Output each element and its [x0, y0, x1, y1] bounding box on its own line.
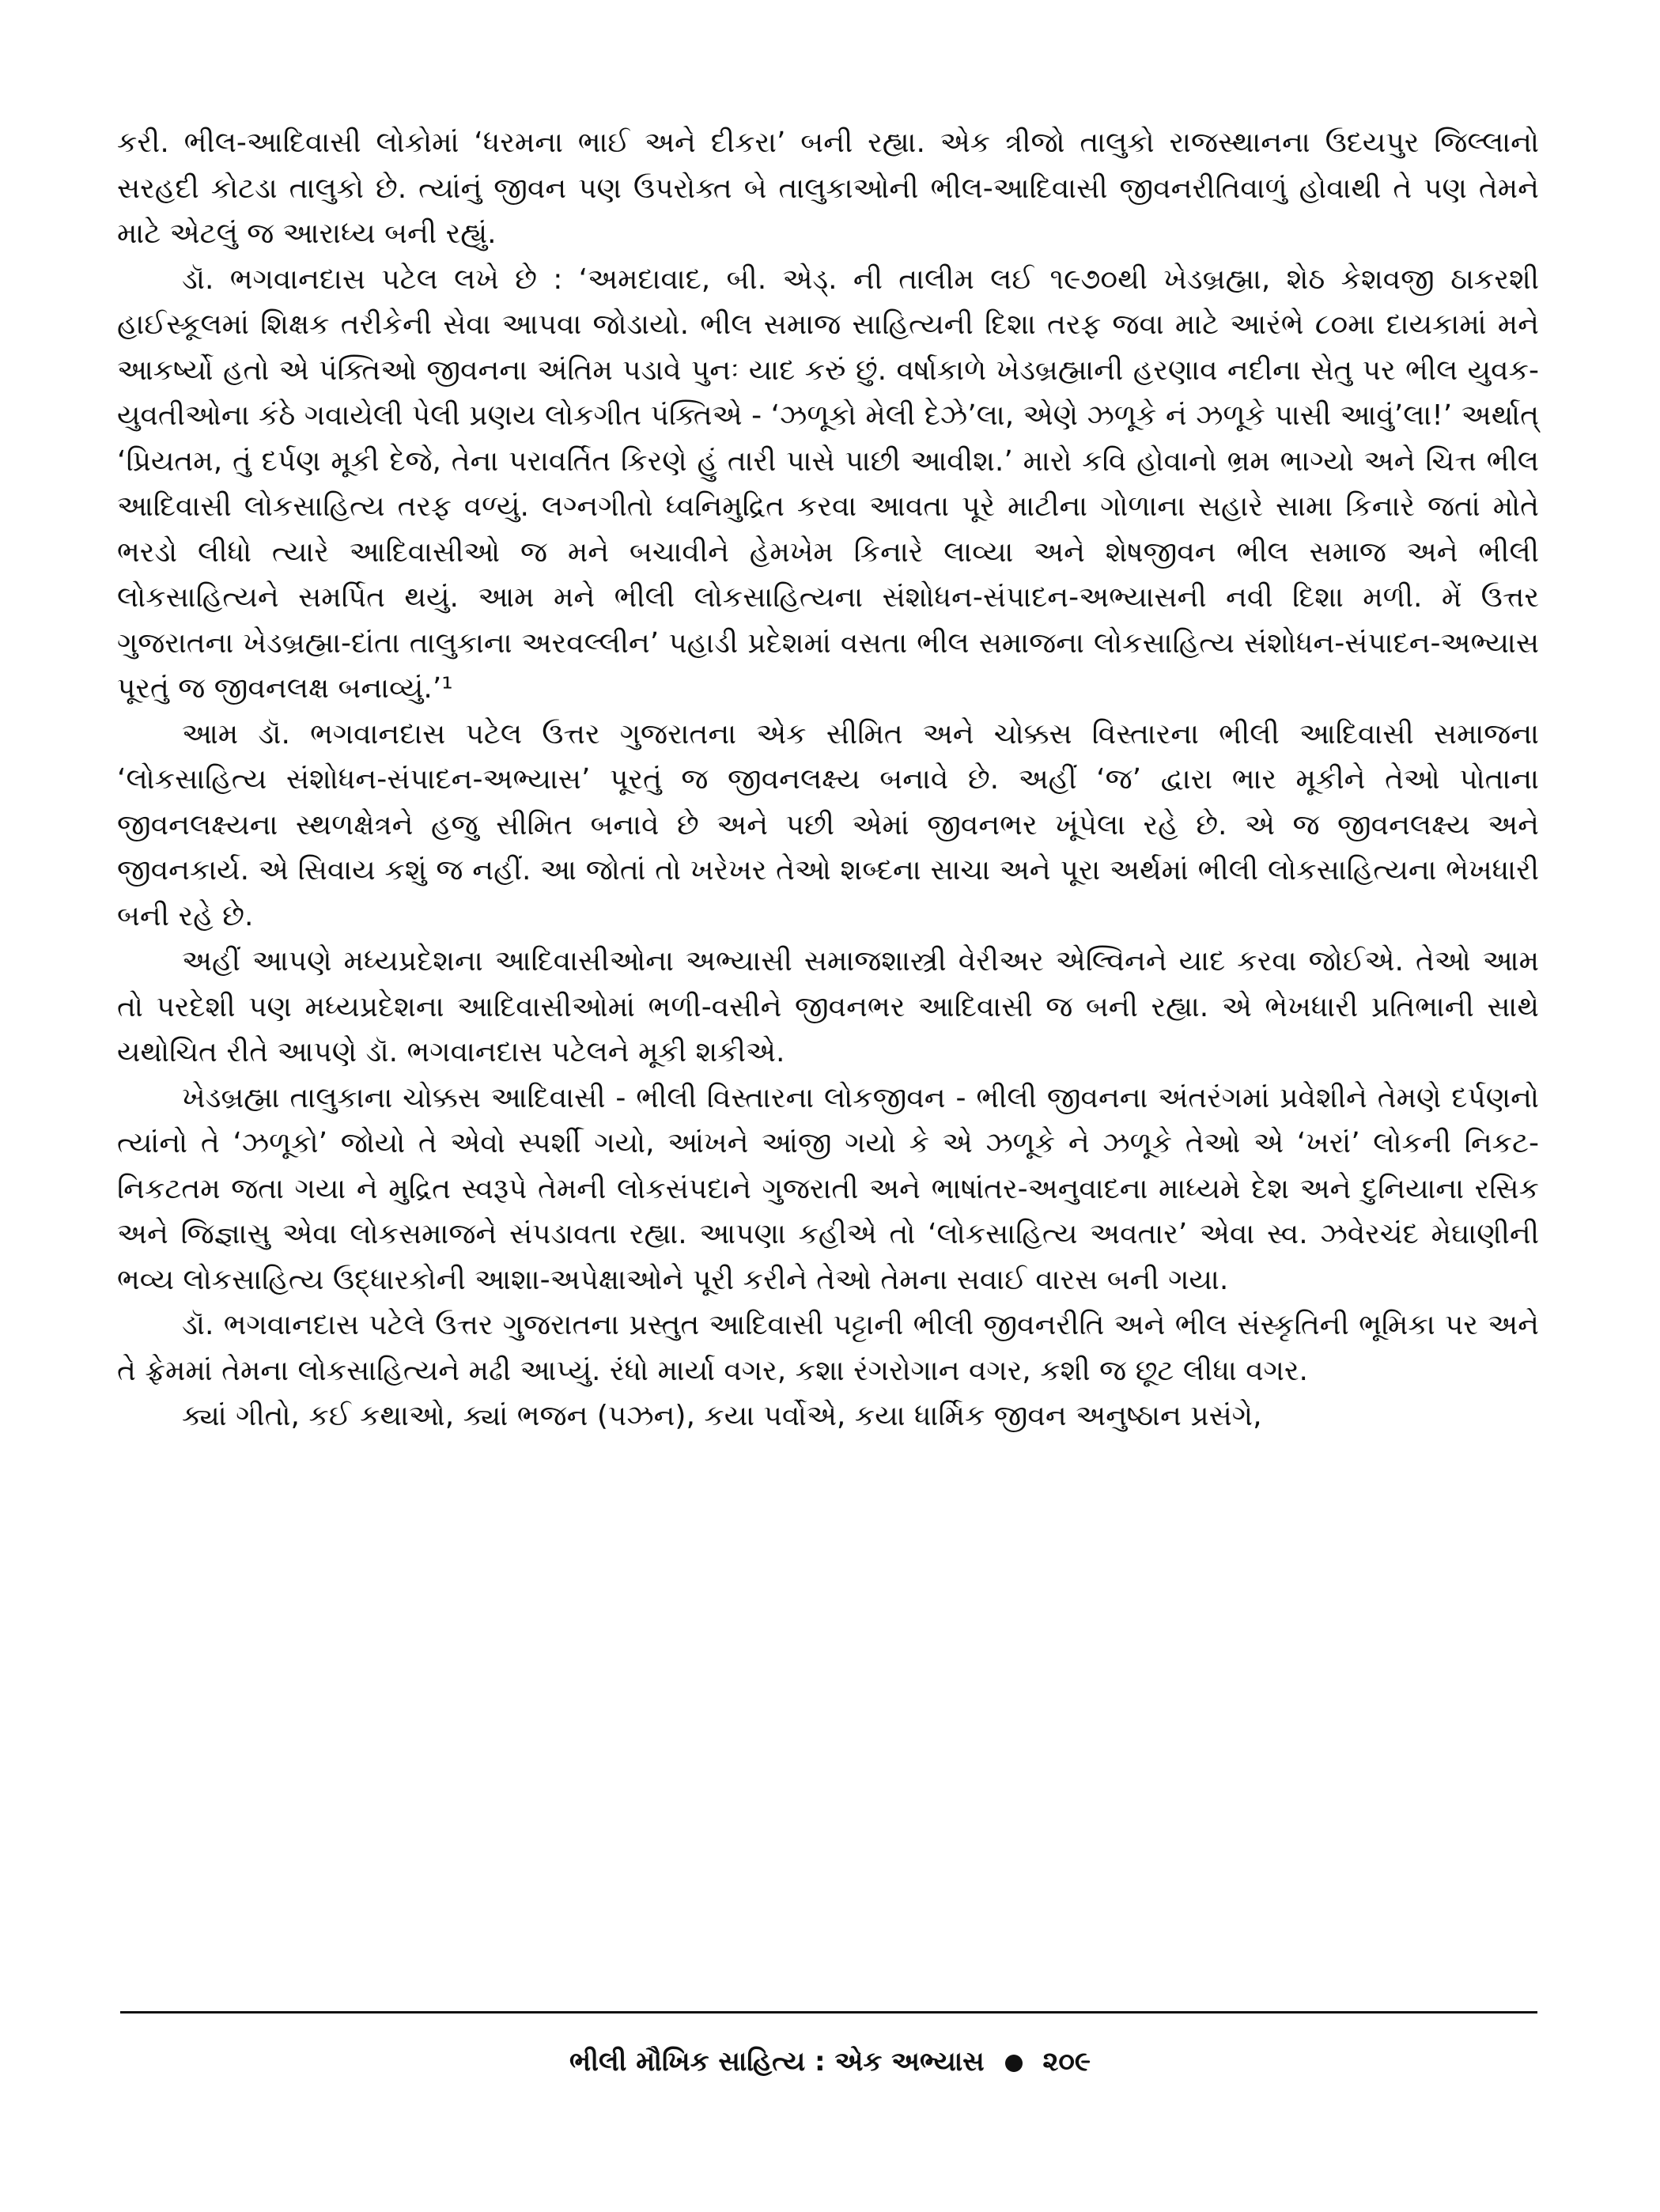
paragraph-4: અહીં આપણે મધ્યપ્રદેશના આદિવાસીઓના અભ્યાસી સમાજશાસ્ત્રી વેરીઅર એલ્વિનને યાદ કરવા જોઈએ. તેઓ આમ તો પરદેશી પણ મધ્યપ્રદેશના આદિવાસીઓમાં ભળી-વસીને જીવનભર આદિવાસી જ બની રહ્યા. એ ભેખધારી પ્રતિભાની સાથે યથોચિત રીતે આપણે ડૉ. ભગવાનદાસ પટેલને મૂકી શકીએ. — [117, 945, 1539, 1068]
paragraph-3: આમ ડૉ. ભગવાનદાસ પટેલ ઉત્તર ગુજરાતના એક સીમિત અને ચોક્કસ વિસ્તારના ભીલી આદિવાસી સમાજના ‘લોકસાહિત્ય સંશોધન-સંપાદન-અભ્યાસ’ પૂરતું જ જીવનલક્ષ્ય બનાવે છે. અહીં ‘જ’ દ્વારા ભાર મૂકીને તેઓ પોતાના જીવનલક્ષ્યના સ્થળક્ષેત્રને હજુ સીમિત બનાવે છે અને પછી એમાં જીવનભર ખૂંપેલા રહે છે. એ જ જીવનલક્ષ્ય અને જીવનકાર્ય. એ સિવાય કશું જ નહીં. આ જોતાં તો ખરેખર તેઓ શબ્દના સાચા અને પૂરા અર્થમાં ભીલી લોકસાહિત્યના ભેખધારી બની રહે છે. — [117, 717, 1539, 932]
footer-book-title: ભીલી મૌખિક સાહિત્ય : એક અભ્યાસ — [569, 2046, 985, 2078]
paragraph-6: ડૉ. ભગવાનદાસ પટેલે ઉત્તર ગુજરાતના પ્રસ્તુત આદિવાસી પટ્ટાની ભીલી જીવનરીતિ અને ભીલ સંસ્કૃતિની ભૂમિકા પર અને તે ફ્રેમમાં તેમના લોકસાહિત્યને મઢી આપ્યું. રંધો માર્યા વગર, કશા રંગરોગાન વગર, કશી જ છૂટ લીધા વગર. — [117, 1309, 1539, 1387]
page-number: ૨૦૯ — [1042, 2046, 1091, 2078]
paragraph-5: ખેડબ્રહ્મા તાલુકાના ચોક્કસ આદિવાસી - ભીલી વિસ્તારના લોકજીવન - ભીલી જીવનના અંતરંગમાં પ્રવેશીને તેમણે દર્પણનો ત્યાંનો તે ‘ઝળૂકો’ જોયો તે એવો સ્પર્શી ગયો, આંખને આંજી ગયો કે એ ઝળૂકે ને ઝળૂકે તેઓ એ ‘ખરાં’ લોકની નિકટ-નિકટતમ જતા ગયા ને મુદ્રિત સ્વરૂપે તેમની લોકસંપદાને ગુજરાતી અને ભાષાંતર-અનુવાદના માધ્યમે દેશ અને દુનિયાના રસિક અને જિજ્ઞાસુ એવા લોકસમાજને સંપડાવતા રહ્યા. આપણા કહીએ તો ‘લોકસાહિત્ય અવતાર’ એવા સ્વ. ઝવેરચંદ મેઘાણીની ભવ્ય લોકસાહિત્ય ઉદ્ધારકોની આશા-અપેક્ષાઓને પૂરી કરીને તેઓ તેમના સવાઈ વારસ બની ગયા. — [117, 1081, 1539, 1296]
page-footer — [0, 2043, 1660, 2081]
footer-divider — [120, 2011, 1537, 2013]
paragraph-7: ક્યાં ગીતો, કઈ કથાઓ, ક્યાં ભજન (પઝન), કયા પર્વોએ, કયા ધાર્મિક જીવન અનુષ્ઠાન પ્રસંગે, — [182, 1400, 1262, 1432]
paragraph-2: ડૉ. ભગવાનદાસ પટેલ લખે છે : ‘અમદાવાદ, બી. એડ્. ની તાલીમ લઈ ૧૯૭૦થી ખેડબ્રહ્મા, શેઠ કેશવજી ઠાકરશી હાઈસ્કૂલમાં શિક્ષક તરીકેની સેવા આપવા જોડાયો. ભીલ સમાજ સાહિત્યની દિશા તરફ જવા માટે આરંભે ૮૦મા દાયકામાં મને આકર્ષ્યો હતો એ પંક્તિઓ જીવનના અંતિમ પડાવે પુનઃ યાદ કરું છું. વર્ષાકાળે ખેડબ્રહ્માની હરણાવ નદીના સેતુ પર ભીલ યુવક-યુવતીઓના કંઠે ગવાયેલી પેલી પ્રણય લોકગીત પંક્તિએ - ‘ઝળૂકો મેલી દેઝે’લા, એણે ઝળૂકે નં ઝળૂકે પાસી આવું’લા!’ અર્થાત્ ‘પ્રિયતમ, તું દર્પણ મૂકી દેજે, તેના પરાવર્તિત કિરણે હું તારી પાસે પાછી આવીશ.’ મારો કવિ હોવાનો ભ્રમ ભાગ્યો અને ચિત્ત ભીલ આદિવાસી લોકસાહિત્ય તરફ વળ્યું. લગ્નગીતો ધ્વનિમુદ્રિત કરવા આવતા પૂરે માટીના ગોળાના સહારે સામા કિનારે જતાં મોતે ભરડો લીધો ત્યારે આદિવાસીઓ જ મને બચાવીને હેમખેમ કિનારે લાવ્યા અને શેષજીવન ભીલ સમાજ અને ભીલી લોકસાહિત્યને સમર્પિત થયું. આમ મને ભીલી લોકસાહિત્યના સંશોધન-સંપાદન-અભ્યાસની નવી દિશા મળી. મેં ઉત્તર ગુજરાતના ખેડબ્રહ્મા-દાંતા તાલુકાના અરવલ્લીન’ પહાડી પ્રદેશમાં વસતા ભીલ સમાજના લોકસાહિત્ય સંશોધન-સંપાદન-અભ્યાસ પૂરતું જ જીવનલક્ષ બનાવ્યું.’¹ — [117, 263, 1539, 705]
bullet-icon — [1005, 2055, 1023, 2072]
body-text — [117, 120, 1539, 1439]
paragraph-1: કરી. ભીલ-આદિવાસી લોકોમાં ‘ધરમના ભાઈ અને દીકરા’ બની રહ્યા. એક ત્રીજો તાલુકો રાજસ્થાનના ઉદયપુર જિલ્લાનો સરહદી કોટડા તાલુકો છે. ત્યાંનું જીવન પણ ઉપરોક્ત બે તાલુકાઓની ભીલ-આદિવાસી જીવનરીતિવાળું હોવાથી તે પણ તેમને માટે એટલું જ આરાધ્ય બની રહ્યું. — [117, 127, 1539, 250]
